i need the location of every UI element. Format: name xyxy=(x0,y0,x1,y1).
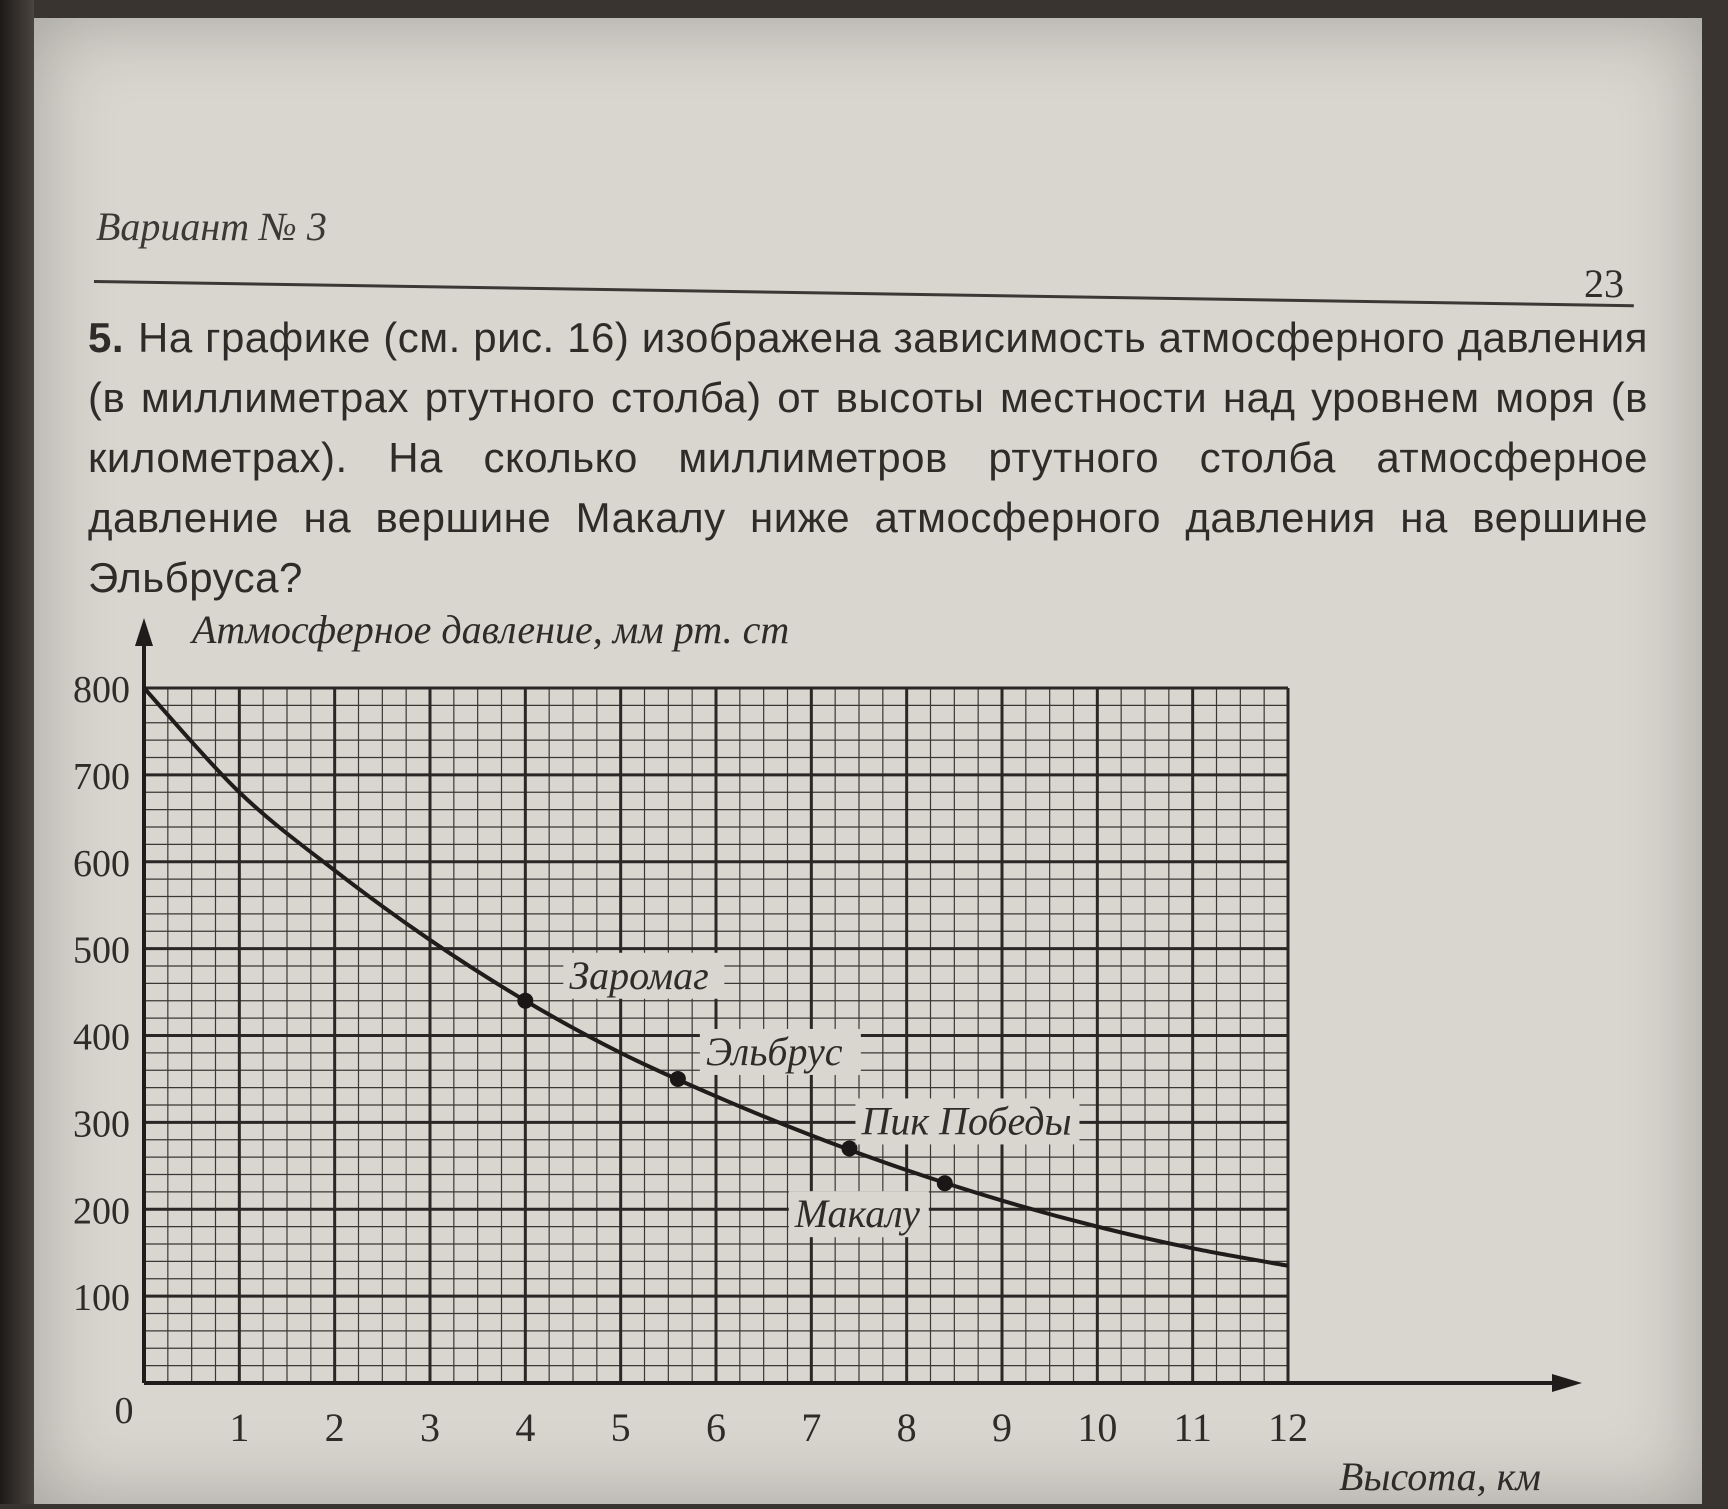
peak-point xyxy=(517,993,533,1009)
x-tick-label: 4 xyxy=(515,1405,536,1450)
y-tick-label: 400 xyxy=(73,1016,130,1059)
x-tick-label: 9 xyxy=(992,1405,1012,1450)
x-tick-label: 12 xyxy=(1268,1405,1308,1450)
x-tick-label: 5 xyxy=(610,1405,631,1450)
y-tick-label: 300 xyxy=(73,1103,130,1146)
y-tick-label: 600 xyxy=(73,842,130,885)
pressure-altitude-chart xyxy=(34,18,1702,1504)
x-tick-label: 1 xyxy=(229,1405,250,1450)
peak-point xyxy=(841,1140,857,1156)
y-axis-label: Атмосферное давление, мм рт. ст xyxy=(192,607,790,652)
peak-label: Пик Победы xyxy=(861,1098,1072,1144)
y-tick-label: 800 xyxy=(73,669,130,711)
point-marks xyxy=(517,953,1079,1237)
x-tick-label: 6 xyxy=(706,1405,726,1450)
peak-point xyxy=(937,1175,953,1191)
tick-labels xyxy=(73,669,1308,1450)
y-axis-arrow-icon xyxy=(135,618,153,646)
x-tick-label: 10 xyxy=(1077,1405,1118,1450)
x-tick-label: 0 xyxy=(114,1390,134,1432)
page-number: 23 xyxy=(1584,261,1624,306)
y-tick-label: 100 xyxy=(73,1277,130,1320)
x-tick-label: 3 xyxy=(420,1405,440,1450)
x-tick-label: 11 xyxy=(1173,1405,1212,1450)
x-tick-label: 2 xyxy=(324,1405,345,1450)
book-spine xyxy=(0,0,34,1504)
x-axis-label: Высота, км xyxy=(1339,1454,1541,1499)
peak-label: Заромаг xyxy=(569,952,709,998)
task-number: 5. xyxy=(88,314,125,361)
variant-header: Вариант № 3 xyxy=(96,204,327,249)
task-text: На графике (см. рис. 16) изображена зависимость атмосферного давления (в миллиметрах ртутного столба) от высоты местности над уровнем моря (в километрах). На сколько миллиметров ртутного столба атмосферное давление на вершине Макалу ниже атмосферного давления на вершине Эльбруса? xyxy=(88,314,1648,601)
peak-point xyxy=(670,1071,686,1087)
x-axis-arrow-icon xyxy=(1552,1374,1582,1392)
x-tick-label: 7 xyxy=(801,1405,822,1450)
chart-area xyxy=(34,18,1702,1504)
x-tick-label: 8 xyxy=(896,1405,917,1450)
y-tick-label: 700 xyxy=(73,755,130,798)
peak-label: Эльбрус xyxy=(705,1028,843,1074)
y-tick-label: 200 xyxy=(73,1190,130,1233)
y-tick-label: 500 xyxy=(73,929,130,972)
peak-label: Макалу xyxy=(794,1191,920,1237)
book-page xyxy=(34,18,1702,1504)
